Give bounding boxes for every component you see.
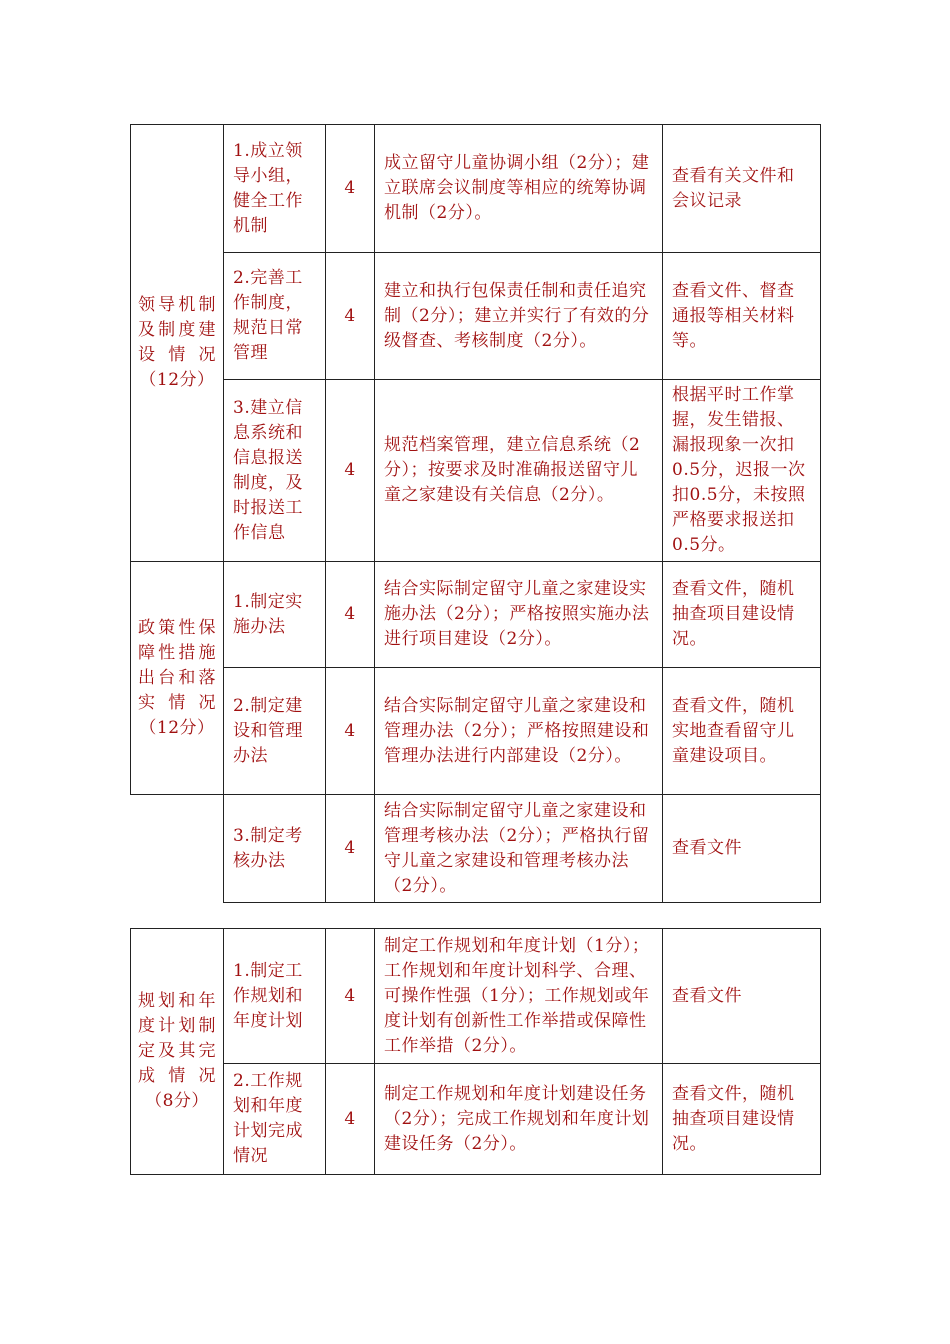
table-rule xyxy=(820,124,821,903)
method-cell xyxy=(663,929,820,1063)
category-text: 领导机制及制度建设情况（12分） xyxy=(138,295,216,390)
criteria-text: 成立留守儿童协调小组（2分）；建立联席会议制度等相应的统筹协调机制（2分）。 xyxy=(384,153,650,223)
criteria-text: 建立和执行包保责任制和责任追究制（2分）；建立并实行了有效的分级督查、考核制度（2分）。 xyxy=(384,280,650,351)
method-cell xyxy=(663,562,820,667)
item-text: 3.建立信息系统和信息报送制度，及时报送工作信息 xyxy=(233,397,303,543)
category-cell xyxy=(131,929,223,1174)
score-text: 4 xyxy=(344,985,356,1006)
score-cell xyxy=(326,795,374,902)
score-text: 4 xyxy=(344,838,356,858)
category-cell xyxy=(131,125,223,561)
item-cell xyxy=(224,1064,325,1174)
criteria-text: 规范档案管理，建立信息系统（2分）；按要求及时准确报送留守儿童之家建设有关信息（2分）。 xyxy=(384,435,641,505)
criteria-cell xyxy=(375,380,662,561)
item-cell xyxy=(224,562,325,667)
score-cell xyxy=(326,1064,374,1174)
method-text: 查看文件、督查通报等相关材料等。 xyxy=(672,280,795,351)
table-rule xyxy=(130,1174,821,1175)
method-text: 查看文件 xyxy=(672,838,742,858)
score-cell xyxy=(326,125,374,252)
item-text: 2.完善工作制度，规范日常管理 xyxy=(233,268,303,363)
table-rule xyxy=(820,928,821,1175)
item-text: 1.制定工作规划和年度计划 xyxy=(233,960,303,1031)
criteria-text: 结合实际制定留守儿童之家建设和管理办法（2分）；严格按照建设和管理办法进行内部建设（2分）。 xyxy=(384,695,650,766)
item-cell xyxy=(224,929,325,1063)
method-cell xyxy=(663,1064,820,1174)
item-text: 2.制定建设和管理办法 xyxy=(233,695,303,766)
criteria-cell xyxy=(375,1064,662,1174)
criteria-cell xyxy=(375,795,662,902)
method-cell xyxy=(663,253,820,379)
method-text: 查看文件，随机抽查项目建设情况。 xyxy=(672,579,795,649)
item-cell xyxy=(224,380,325,561)
criteria-text: 制定工作规划和年度计划（1分）；工作规划和年度计划科学、合理、可操作性强（1分）；工作规划或年度计划有创新性工作举措或保障性工作举措（2分）。 xyxy=(384,935,650,1056)
criteria-cell xyxy=(375,562,662,667)
score-text: 4 xyxy=(344,1108,356,1129)
score-cell xyxy=(326,253,374,379)
score-cell xyxy=(326,380,374,561)
method-cell xyxy=(663,668,820,794)
table-rule xyxy=(223,902,821,903)
score-cell xyxy=(326,929,374,1063)
item-cell xyxy=(224,668,325,794)
method-cell xyxy=(663,795,820,902)
method-text: 查看文件，随机抽查项目建设情况。 xyxy=(672,1083,795,1154)
criteria-cell xyxy=(375,929,662,1063)
category-text: 规划和年度计划制定及其完成情况（8分） xyxy=(138,991,216,1111)
item-text: 3.制定考核办法 xyxy=(233,825,303,871)
criteria-text: 结合实际制定留守儿童之家建设实施办法（2分）；严格按照实施办法进行项目建设（2分）。 xyxy=(384,579,650,649)
method-text: 根据平时工作掌握，发生错报、漏报现象一次扣0.5分，迟报一次扣0.5分，未按照严格要求报送扣0.5分。 xyxy=(672,385,806,555)
method-cell xyxy=(663,380,820,561)
criteria-cell xyxy=(375,668,662,794)
score-cell xyxy=(326,668,374,794)
method-cell xyxy=(663,125,820,252)
category-text: 政策性保障性措施出台和落实情况（12分） xyxy=(138,617,216,738)
criteria-text: 结合实际制定留守儿童之家建设和管理考核办法（2分）；严格执行留守儿童之家建设和管理考核办法（2分）。 xyxy=(384,800,650,896)
score-text: 4 xyxy=(344,604,356,624)
category-cell xyxy=(131,562,223,794)
method-text: 查看文件，随机实地查看留守儿童建设项目。 xyxy=(672,695,795,766)
item-text: 2.工作规划和年度计划完成情况 xyxy=(233,1071,303,1166)
method-text: 查看有关文件和会议记录 xyxy=(672,165,795,211)
score-cell xyxy=(326,562,374,667)
criteria-cell xyxy=(375,125,662,252)
score-text: 4 xyxy=(344,720,356,741)
criteria-cell xyxy=(375,253,662,379)
item-cell xyxy=(224,795,325,902)
score-text: 4 xyxy=(344,305,356,326)
item-cell xyxy=(224,125,325,252)
item-text: 1.成立领导小组，健全工作机制 xyxy=(233,140,303,236)
criteria-text: 制定工作规划和年度计划建设任务（2分）；完成工作规划和年度计划建设任务（2分）。 xyxy=(384,1083,650,1154)
score-text: 4 xyxy=(344,178,356,198)
item-cell xyxy=(224,253,325,379)
method-text: 查看文件 xyxy=(672,985,742,1006)
score-text: 4 xyxy=(344,460,356,480)
item-text: 1.制定实施办法 xyxy=(233,591,303,637)
